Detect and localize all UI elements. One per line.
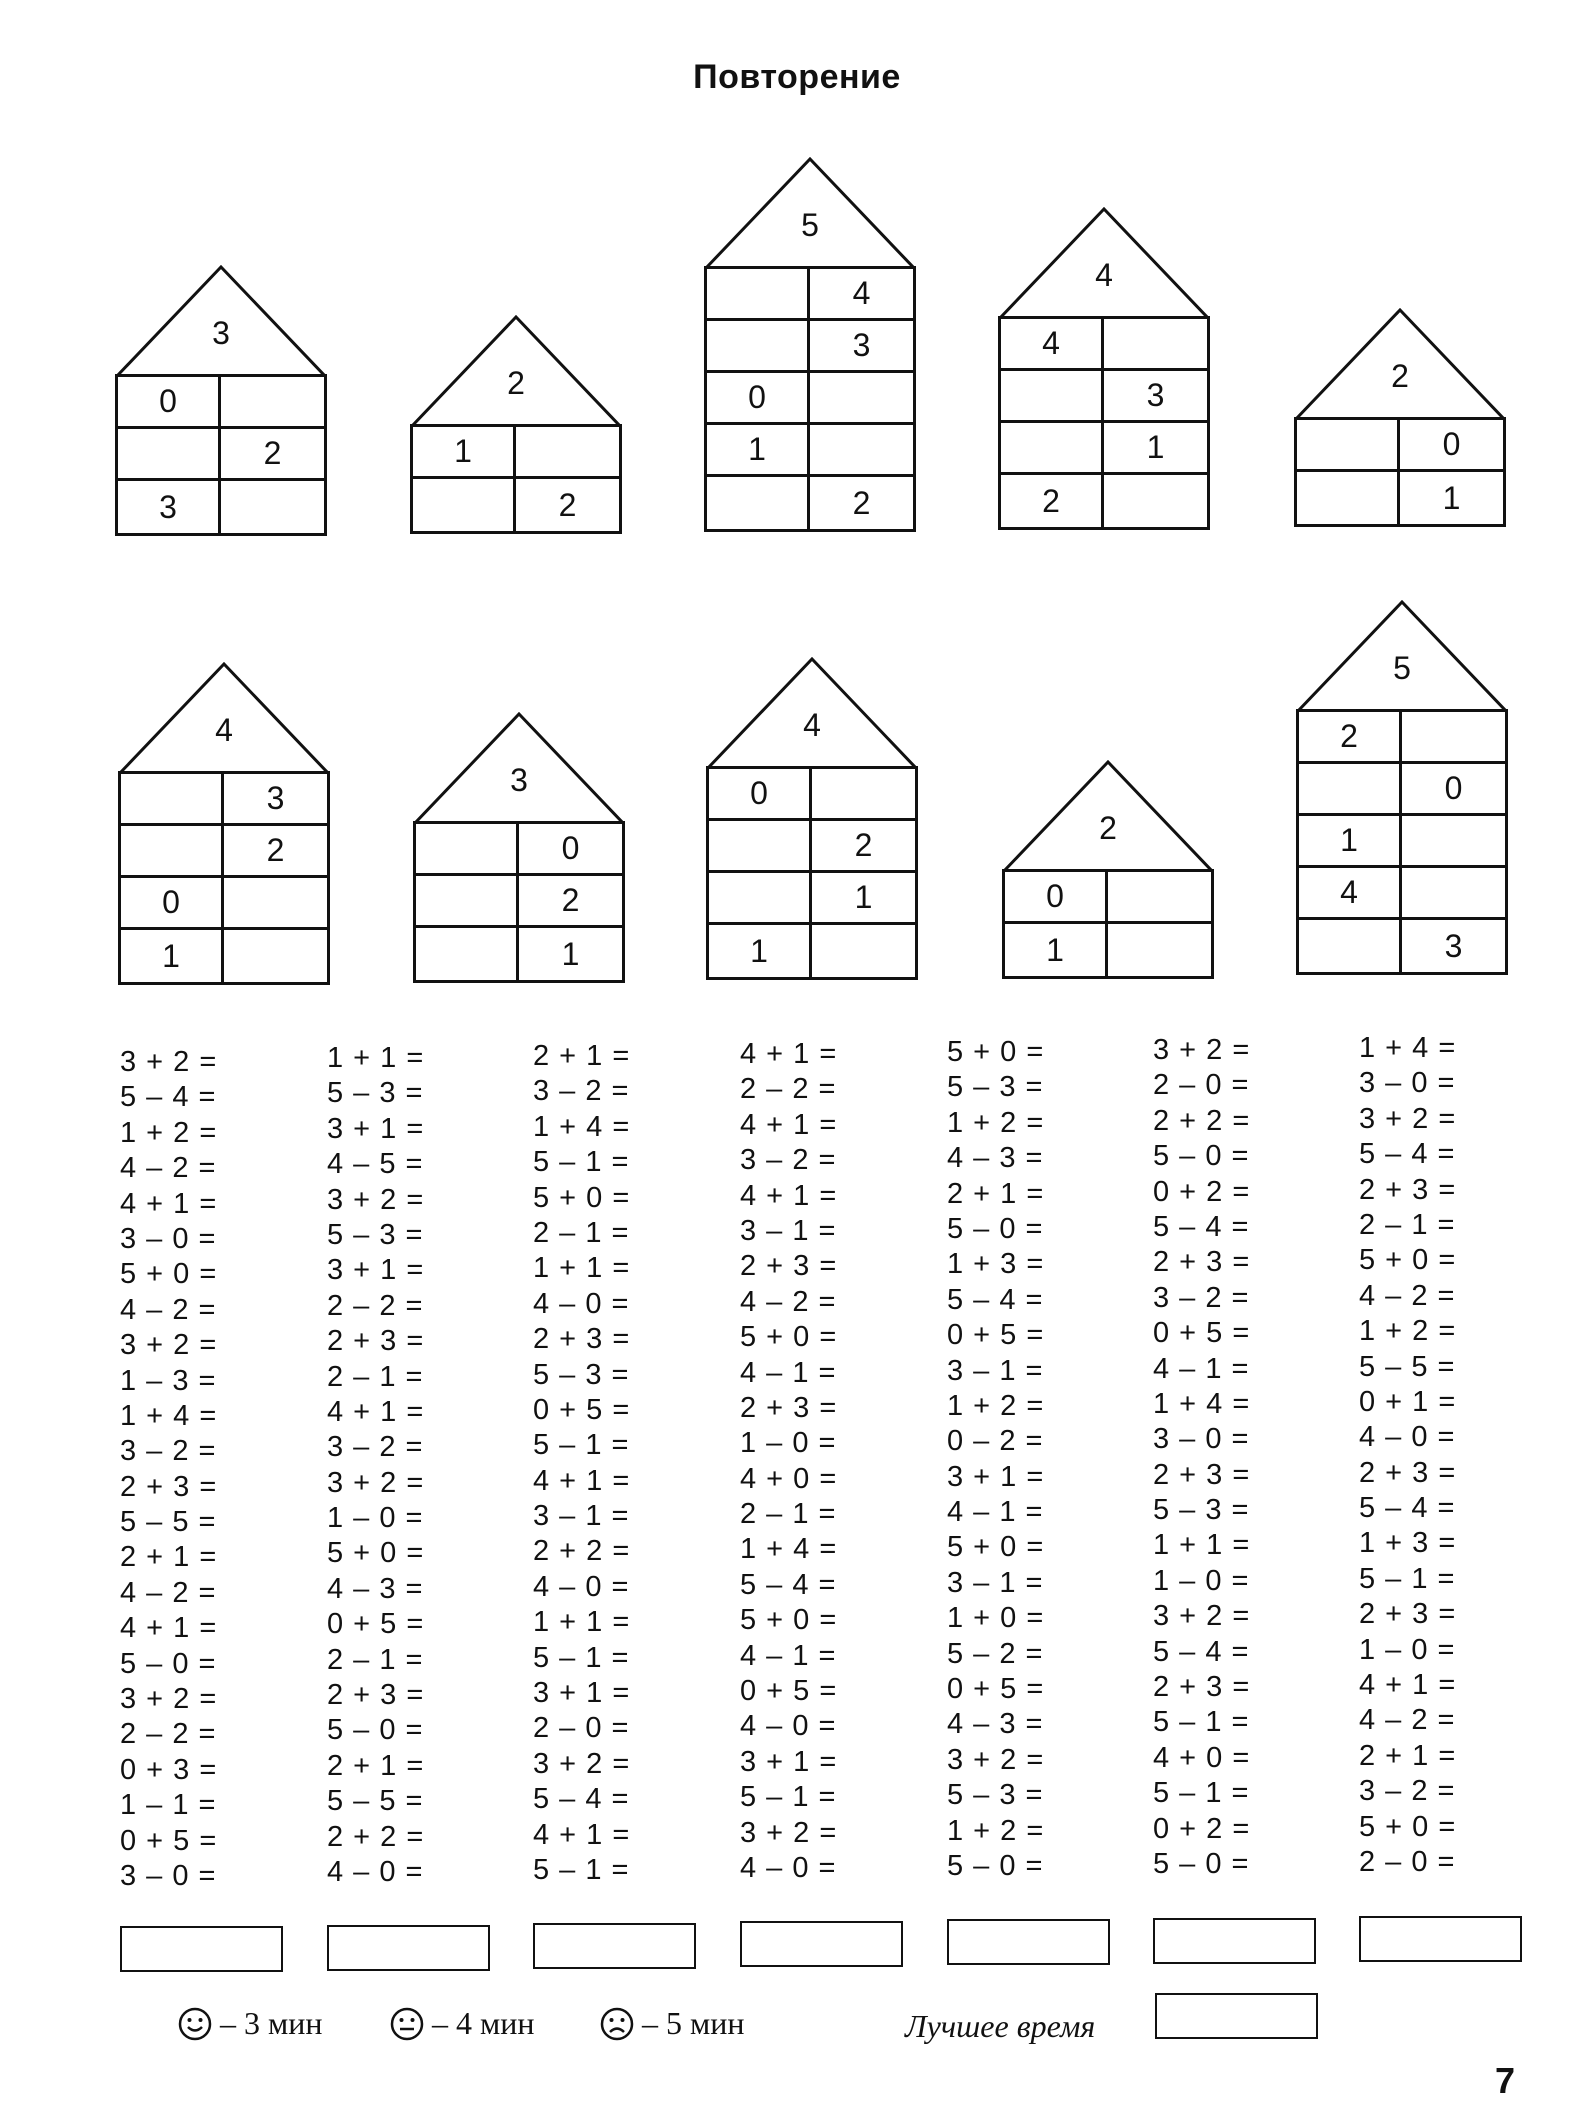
equation: 3 – 1 = bbox=[947, 1354, 1044, 1387]
equation: 3 – 2 = bbox=[1359, 1775, 1456, 1808]
house-cell[interactable] bbox=[1104, 475, 1207, 527]
house-cell[interactable] bbox=[810, 373, 913, 425]
house-cell[interactable] bbox=[224, 930, 327, 982]
house-cell: 0 bbox=[707, 373, 810, 425]
house-cell[interactable] bbox=[1402, 868, 1505, 920]
equation: 5 + 0 = bbox=[1359, 1244, 1457, 1277]
house-cell: 1 bbox=[1299, 816, 1402, 868]
equation: 5 – 2 = bbox=[947, 1637, 1044, 1670]
equation: 5 – 1 = bbox=[740, 1781, 837, 1814]
equation: 2 – 1 = bbox=[1359, 1208, 1456, 1241]
house-cells bbox=[413, 821, 625, 983]
equation: 0 + 2 = bbox=[1153, 1812, 1251, 1845]
equation: 2 + 2 = bbox=[327, 1820, 425, 1853]
neutral-face-icon bbox=[390, 2007, 424, 2041]
equation: 4 – 1 = bbox=[1153, 1352, 1250, 1385]
house-cell[interactable] bbox=[1297, 472, 1400, 524]
house-cell[interactable] bbox=[1402, 712, 1505, 764]
equation: 2 + 1 = bbox=[1359, 1739, 1457, 1772]
house-cell: 1 bbox=[709, 925, 812, 977]
house-cell[interactable] bbox=[121, 826, 224, 878]
time-box-3[interactable] bbox=[533, 1923, 696, 1969]
equation: 5 – 4 = bbox=[120, 1081, 217, 1114]
house-cell[interactable] bbox=[709, 821, 812, 873]
house-cell[interactable] bbox=[118, 429, 221, 481]
equation: 5 – 5 = bbox=[327, 1785, 424, 1818]
house-cell: 2 bbox=[221, 429, 324, 481]
equation: 1 – 0 = bbox=[327, 1502, 424, 1535]
equation: 1 – 0 = bbox=[1359, 1633, 1456, 1666]
equation: 3 – 2 = bbox=[1153, 1281, 1250, 1314]
house-cell: 2 bbox=[519, 876, 622, 928]
equation: 4 – 0 = bbox=[740, 1710, 837, 1743]
equation: 3 – 0 = bbox=[120, 1859, 217, 1892]
equation: 3 – 1 = bbox=[740, 1214, 837, 1247]
equation: 4 – 1 = bbox=[740, 1356, 837, 1389]
equation-column-5 bbox=[947, 1035, 1044, 1884]
equation: 2 – 0 = bbox=[533, 1712, 630, 1745]
equation: 0 + 5 = bbox=[120, 1824, 218, 1857]
equation: 5 – 1 = bbox=[1153, 1706, 1250, 1739]
house-cell: 0 bbox=[709, 769, 812, 821]
house-cell: 4 bbox=[1001, 319, 1104, 371]
best-time-label: Лучшее время bbox=[905, 2008, 1096, 2044]
house-cell: 2 bbox=[224, 826, 327, 878]
roof-number: 2 bbox=[507, 365, 525, 402]
house-cells bbox=[706, 766, 918, 980]
house-cell: 1 bbox=[812, 873, 915, 925]
equation-column-6 bbox=[1153, 1033, 1250, 1882]
equation: 4 + 1 = bbox=[533, 1464, 631, 1497]
equation: 3 + 2 = bbox=[120, 1046, 218, 1078]
equation: 3 + 2 = bbox=[1359, 1102, 1457, 1135]
equation: 5 – 1 = bbox=[533, 1641, 630, 1674]
equation: 2 + 3 = bbox=[740, 1250, 838, 1283]
house-cell: 1 bbox=[707, 425, 810, 477]
equation: 1 – 0 = bbox=[740, 1427, 837, 1460]
house-cell[interactable] bbox=[1001, 423, 1104, 475]
equation: 2 + 2 = bbox=[533, 1535, 631, 1568]
equation: 5 – 3 = bbox=[327, 1218, 424, 1251]
equation: 2 – 2 = bbox=[120, 1718, 217, 1751]
roof-number: 3 bbox=[212, 315, 230, 352]
equation: 5 – 1 = bbox=[533, 1429, 630, 1462]
house-cell: 1 bbox=[561, 935, 580, 972]
equation-column-2 bbox=[327, 1041, 424, 1890]
house-cell[interactable] bbox=[416, 824, 519, 876]
house-cell: 2 bbox=[1299, 712, 1402, 764]
equation: 5 – 0 = bbox=[327, 1714, 424, 1747]
equation: 4 + 1 = bbox=[327, 1395, 425, 1428]
equation: 5 + 0 = bbox=[740, 1604, 838, 1637]
equation: 4 + 1 = bbox=[120, 1612, 218, 1645]
equation: 5 – 4 = bbox=[533, 1783, 630, 1816]
time-box-2[interactable] bbox=[327, 1925, 490, 1971]
equation: 3 + 1 = bbox=[533, 1677, 631, 1710]
house-cell[interactable] bbox=[707, 477, 810, 529]
house-cell: 0 bbox=[519, 824, 622, 876]
equation: 4 – 3 = bbox=[947, 1708, 1044, 1741]
equation: 1 + 4 = bbox=[533, 1110, 631, 1143]
house-cell: 1 bbox=[1005, 924, 1108, 976]
equation: 5 – 3 = bbox=[327, 1077, 424, 1110]
equation: 2 – 0 = bbox=[1153, 1069, 1250, 1102]
happy-face-icon bbox=[178, 2007, 212, 2041]
house-cell[interactable] bbox=[224, 878, 327, 930]
equation: 4 – 2 = bbox=[120, 1152, 217, 1185]
house-cell: 0 bbox=[118, 377, 221, 429]
equation: 5 + 0 = bbox=[947, 1531, 1045, 1564]
house-cell[interactable] bbox=[810, 425, 913, 477]
equation: 5 – 4 = bbox=[1359, 1492, 1456, 1525]
best-time-box[interactable] bbox=[1155, 1993, 1318, 2039]
equation: 0 + 5 = bbox=[327, 1608, 425, 1641]
equation: 2 – 1 = bbox=[327, 1643, 424, 1676]
house-cell: 4 bbox=[810, 269, 913, 321]
equation: 5 – 4 = bbox=[1153, 1210, 1250, 1243]
equation: 4 – 2 = bbox=[740, 1285, 837, 1318]
equation: 0 + 1 = bbox=[1359, 1385, 1457, 1418]
roof-number: 3 bbox=[510, 762, 528, 799]
equation: 5 – 1 = bbox=[533, 1853, 630, 1886]
equation: 2 + 3 = bbox=[1153, 1671, 1251, 1704]
house-cell[interactable] bbox=[516, 427, 619, 479]
equation: 5 – 0 = bbox=[1153, 1140, 1250, 1173]
equation: 0 + 5 = bbox=[1153, 1317, 1251, 1350]
equation: 5 – 0 = bbox=[947, 1849, 1044, 1882]
equation: 5 – 4 = bbox=[1359, 1138, 1456, 1171]
equation: 4 + 1 = bbox=[740, 1108, 838, 1141]
equation: 2 + 1 = bbox=[120, 1541, 218, 1574]
equation: 3 – 2 = bbox=[327, 1431, 424, 1464]
page-title: Повторение bbox=[693, 58, 901, 96]
house-cell: 2 bbox=[1001, 475, 1104, 527]
house-cells bbox=[1296, 709, 1508, 975]
equation: 3 + 2 = bbox=[1153, 1034, 1251, 1066]
equation: 2 – 0 = bbox=[1359, 1845, 1456, 1878]
equation: 2 – 1 = bbox=[533, 1216, 630, 1249]
house-cell: 2 bbox=[852, 484, 871, 521]
house-cell[interactable] bbox=[221, 481, 324, 533]
house-cell[interactable] bbox=[709, 873, 812, 925]
equation: 2 + 3 = bbox=[1359, 1456, 1457, 1489]
equation: 1 + 0 = bbox=[947, 1602, 1045, 1635]
equation: 3 + 2 = bbox=[327, 1466, 425, 1499]
roof-number: 2 bbox=[1099, 810, 1117, 847]
roof-number: 2 bbox=[1391, 358, 1409, 395]
equation: 1 + 3 = bbox=[1359, 1527, 1457, 1560]
house-cell[interactable] bbox=[1104, 319, 1207, 371]
equation: 0 + 5 = bbox=[533, 1393, 631, 1426]
equation: 4 – 5 = bbox=[327, 1148, 424, 1181]
equation: 4 – 0 = bbox=[533, 1570, 630, 1603]
equation: 4 – 3 = bbox=[327, 1572, 424, 1605]
house-cell[interactable] bbox=[413, 479, 516, 531]
equation: 0 + 5 = bbox=[947, 1319, 1045, 1352]
equation: 3 – 0 = bbox=[1359, 1067, 1456, 1100]
equation: 5 – 1 = bbox=[1153, 1777, 1250, 1810]
equation: 3 + 1 = bbox=[947, 1460, 1045, 1493]
equation: 5 + 0 = bbox=[1359, 1810, 1457, 1843]
equation: 2 + 3 = bbox=[533, 1323, 631, 1356]
equation: 3 + 1 = bbox=[327, 1112, 425, 1145]
equation: 3 – 0 = bbox=[1153, 1423, 1250, 1456]
house-cell[interactable] bbox=[1108, 872, 1211, 924]
house-cell: 3 bbox=[118, 481, 221, 533]
equation: 4 + 1 = bbox=[740, 1179, 838, 1212]
equation: 4 + 0 = bbox=[1153, 1741, 1251, 1774]
house-cell: 1 bbox=[1104, 423, 1207, 475]
equation: 5 + 0 = bbox=[327, 1537, 425, 1570]
equation: 2 + 3 = bbox=[1153, 1246, 1251, 1279]
equation: 1 + 2 = bbox=[120, 1116, 218, 1149]
house-cell: 3 bbox=[224, 774, 327, 826]
equation: 2 + 3 = bbox=[120, 1470, 218, 1503]
house-cell: 3 bbox=[1104, 371, 1207, 423]
equation: 1 + 3 = bbox=[947, 1248, 1045, 1281]
equation: 5 – 0 = bbox=[1153, 1847, 1250, 1880]
house-cells bbox=[704, 266, 916, 532]
house-cell[interactable] bbox=[1108, 924, 1211, 976]
house-cell[interactable] bbox=[707, 321, 810, 373]
equation: 3 + 2 = bbox=[947, 1743, 1045, 1776]
equation: 1 – 0 = bbox=[1153, 1564, 1250, 1597]
equation: 1 + 4 = bbox=[740, 1533, 838, 1566]
equation: 2 + 2 = bbox=[1153, 1104, 1251, 1137]
equation-column-1 bbox=[120, 1045, 217, 1894]
equation: 5 + 0 = bbox=[533, 1181, 631, 1214]
roof-number: 4 bbox=[803, 707, 821, 744]
time-box-7[interactable] bbox=[1359, 1916, 1522, 1962]
legend-happy-label: – 3 мин bbox=[220, 2005, 323, 2041]
equation: 1 + 2 = bbox=[947, 1814, 1045, 1847]
equation: 5 + 0 = bbox=[120, 1258, 218, 1291]
equation: 1 – 1 = bbox=[120, 1789, 217, 1822]
equation: 5 – 4 = bbox=[1153, 1635, 1250, 1668]
equation: 4 + 0 = bbox=[740, 1462, 838, 1495]
equation: 3 + 2 = bbox=[327, 1183, 425, 1216]
legend-sad bbox=[600, 2005, 745, 2042]
house-cells bbox=[410, 424, 622, 534]
legend-sad-label: – 5 мин bbox=[642, 2005, 745, 2041]
equation: 3 + 2 = bbox=[120, 1683, 218, 1716]
house-cell: 0 bbox=[1400, 420, 1503, 472]
house-cell[interactable] bbox=[221, 377, 324, 429]
equation: 0 + 5 = bbox=[947, 1673, 1045, 1706]
equation: 0 + 5 = bbox=[740, 1675, 838, 1708]
equation: 1 + 1 = bbox=[533, 1252, 631, 1285]
equation: 5 – 1 = bbox=[533, 1146, 630, 1179]
equation: 3 + 2 = bbox=[740, 1816, 838, 1849]
equation: 5 – 0 = bbox=[947, 1212, 1044, 1245]
equation: 2 + 3 = bbox=[1153, 1458, 1251, 1491]
equation: 4 – 2 = bbox=[120, 1576, 217, 1609]
equation: 4 – 2 = bbox=[120, 1293, 217, 1326]
time-box-6[interactable] bbox=[1153, 1918, 1316, 1964]
house-cell: 0 bbox=[1005, 872, 1108, 924]
equation: 2 + 1 = bbox=[327, 1749, 425, 1782]
equation: 3 – 1 = bbox=[533, 1500, 630, 1533]
house-cell[interactable] bbox=[416, 876, 519, 928]
house-cell: 3 bbox=[810, 321, 913, 373]
house-cells bbox=[1294, 417, 1506, 527]
roof-number: 4 bbox=[215, 712, 233, 749]
roof-number: 4 bbox=[1095, 257, 1113, 294]
equation: 1 + 1 = bbox=[327, 1042, 425, 1074]
equation: 3 + 2 = bbox=[1153, 1600, 1251, 1633]
house-cell[interactable] bbox=[1299, 764, 1402, 816]
house-cell: 1 bbox=[413, 427, 516, 479]
house-cell[interactable] bbox=[812, 925, 915, 977]
equation: 3 + 2 = bbox=[120, 1329, 218, 1362]
equation: 0 – 2 = bbox=[947, 1425, 1044, 1458]
equation: 4 – 1 = bbox=[947, 1496, 1044, 1529]
legend-neutral bbox=[390, 2005, 535, 2042]
equation-column-3 bbox=[533, 1039, 630, 1888]
equation: 2 – 1 = bbox=[327, 1360, 424, 1393]
equation: 5 – 5 = bbox=[1359, 1350, 1456, 1383]
house-cell[interactable] bbox=[1299, 920, 1402, 972]
equation: 1 + 4 = bbox=[120, 1399, 218, 1432]
equation: 2 + 3 = bbox=[1359, 1173, 1457, 1206]
equation: 5 – 1 = bbox=[1359, 1562, 1456, 1595]
equation: 5 + 0 = bbox=[740, 1321, 838, 1354]
equation: 3 – 2 = bbox=[533, 1075, 630, 1108]
house-cells bbox=[118, 771, 330, 985]
equation: 3 + 1 = bbox=[327, 1254, 425, 1287]
time-box-4[interactable] bbox=[740, 1921, 903, 1967]
equation: 2 + 3 = bbox=[327, 1325, 425, 1358]
time-box-5[interactable] bbox=[947, 1919, 1110, 1965]
time-box-1[interactable] bbox=[120, 1926, 283, 1972]
equation: 2 – 1 = bbox=[740, 1498, 837, 1531]
equation: 5 – 0 = bbox=[120, 1647, 217, 1680]
equation: 1 + 2 = bbox=[1359, 1315, 1457, 1348]
house-cell[interactable] bbox=[1297, 420, 1400, 472]
equation: 1 – 3 = bbox=[120, 1364, 217, 1397]
equation: 5 – 4 = bbox=[740, 1568, 837, 1601]
equation: 4 + 1 = bbox=[740, 1038, 838, 1070]
equation: 5 – 3 = bbox=[1153, 1494, 1250, 1527]
equation-column-7 bbox=[1359, 1031, 1456, 1880]
equation: 5 – 5 = bbox=[120, 1506, 217, 1539]
equation: 1 + 1 = bbox=[1153, 1529, 1251, 1562]
house-cell[interactable] bbox=[416, 928, 519, 980]
house-cells bbox=[1002, 869, 1214, 979]
equation: 0 + 3 = bbox=[120, 1753, 218, 1786]
equation: 2 – 2 = bbox=[327, 1289, 424, 1322]
equation: 2 + 3 = bbox=[327, 1679, 425, 1712]
roof-number: 5 bbox=[1393, 650, 1411, 687]
house-cell: 1 bbox=[1442, 479, 1461, 516]
equation: 4 – 1 = bbox=[740, 1639, 837, 1672]
equation: 1 + 2 = bbox=[947, 1389, 1045, 1422]
equation: 3 – 2 = bbox=[740, 1144, 837, 1177]
equation: 4 – 0 = bbox=[740, 1851, 837, 1884]
equation: 1 + 4 = bbox=[1153, 1387, 1251, 1420]
equation: 3 + 2 = bbox=[533, 1747, 631, 1780]
equation: 3 – 2 = bbox=[120, 1435, 217, 1468]
equation: 3 – 1 = bbox=[947, 1566, 1044, 1599]
house-cell[interactable] bbox=[121, 774, 224, 826]
equation: 1 + 4 = bbox=[1359, 1032, 1457, 1064]
roof-number: 5 bbox=[801, 207, 819, 244]
house-cell: 3 bbox=[1444, 927, 1463, 964]
house-cell[interactable] bbox=[1402, 816, 1505, 868]
house-cell[interactable] bbox=[707, 269, 810, 321]
house-cell: 2 bbox=[558, 486, 577, 523]
house-cell: 4 bbox=[1299, 868, 1402, 920]
equation: 4 – 3 = bbox=[947, 1142, 1044, 1175]
house-cell: 0 bbox=[1402, 764, 1505, 816]
equation: 5 – 3 = bbox=[947, 1071, 1044, 1104]
equation-column-4 bbox=[740, 1037, 837, 1886]
equation: 4 – 2 = bbox=[1359, 1279, 1456, 1312]
equation: 5 + 0 = bbox=[947, 1036, 1045, 1068]
house-cells bbox=[998, 316, 1210, 530]
equation: 4 + 1 = bbox=[533, 1818, 631, 1851]
equation: 4 – 0 = bbox=[327, 1855, 424, 1888]
equation: 2 + 1 = bbox=[947, 1177, 1045, 1210]
equation: 4 + 1 = bbox=[120, 1187, 218, 1220]
equation: 2 + 1 = bbox=[533, 1040, 631, 1072]
house-cell: 1 bbox=[121, 930, 224, 982]
equation: 2 – 2 = bbox=[740, 1073, 837, 1106]
equation: 1 + 2 = bbox=[947, 1106, 1045, 1139]
house-cell: 2 bbox=[812, 821, 915, 873]
equation: 4 + 1 = bbox=[1359, 1669, 1457, 1702]
equation: 5 – 3 = bbox=[947, 1779, 1044, 1812]
equation: 4 – 2 = bbox=[1359, 1704, 1456, 1737]
legend-neutral-label: – 4 мин bbox=[432, 2005, 535, 2041]
equation: 5 – 3 = bbox=[533, 1358, 630, 1391]
equation: 3 + 1 = bbox=[740, 1745, 838, 1778]
legend-happy bbox=[178, 2005, 323, 2042]
sad-face-icon bbox=[600, 2007, 634, 2041]
house-cell: 0 bbox=[121, 878, 224, 930]
equation: 4 – 0 = bbox=[1359, 1421, 1456, 1454]
equation: 5 – 4 = bbox=[947, 1283, 1044, 1316]
page-number: 7 bbox=[1495, 2060, 1516, 2101]
equation: 2 + 3 = bbox=[740, 1391, 838, 1424]
equation: 2 + 3 = bbox=[1359, 1598, 1457, 1631]
equation: 1 + 1 = bbox=[533, 1606, 631, 1639]
house-cell[interactable] bbox=[812, 769, 915, 821]
equation: 0 + 2 = bbox=[1153, 1175, 1251, 1208]
equation: 3 – 0 = bbox=[120, 1222, 217, 1255]
house-cell[interactable] bbox=[1001, 371, 1104, 423]
house-cells bbox=[115, 374, 327, 536]
equation: 4 – 0 = bbox=[533, 1287, 630, 1320]
